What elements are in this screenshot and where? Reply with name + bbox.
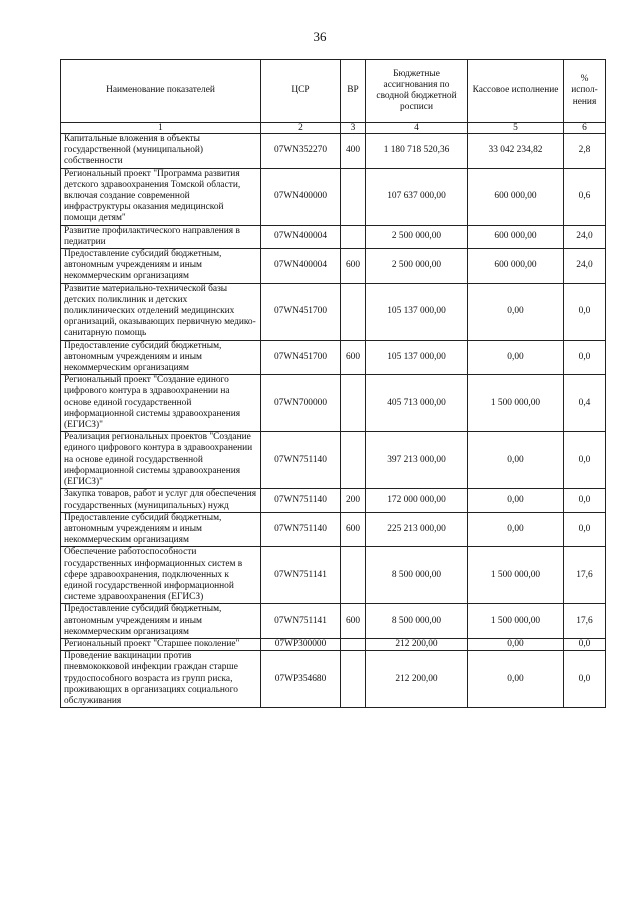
- row-vr: 400: [341, 134, 366, 169]
- table-row: [61, 512, 606, 547]
- row-csr: 07WP354680: [261, 651, 341, 708]
- table-row: [61, 638, 606, 650]
- row-vr: [341, 225, 366, 248]
- row-percent: 24,0: [564, 249, 606, 284]
- table-row: [61, 225, 606, 248]
- column-number-row: [61, 123, 606, 134]
- row-csr: 07WN751140: [261, 432, 341, 489]
- row-name: Развитие материально-технической базы детских поликлиник и детских поликлинических отделений медицинских организаций, оказывающих первичную медико-санитарную помощь: [61, 283, 261, 340]
- row-name: Обеспечение работоспособности государственных информационных систем в сфере здравоохранения, подключенных к единой государственной информационной системе здравоохранения (ЕГИСЗ): [61, 547, 261, 604]
- row-amount: 405 713 000,00: [366, 375, 468, 432]
- row-percent: 0,6: [564, 168, 606, 225]
- column-number: 1: [61, 123, 261, 134]
- table-row: [61, 489, 606, 512]
- row-name: Региональный проект "Создание единого цифрового контура в здравоохранении на основе единой государственной информационной системы здравоохранения (ЕГИСЗ)": [61, 375, 261, 432]
- row-executed: 0,00: [468, 651, 564, 708]
- table-row: [61, 651, 606, 708]
- column-number: 2: [261, 123, 341, 134]
- row-amount: 1 180 718 520,36: [366, 134, 468, 169]
- row-vr: 600: [341, 340, 366, 375]
- row-name: Развитие профилактического направления в педиатрии: [61, 225, 261, 248]
- row-percent: 0,0: [564, 651, 606, 708]
- table-row: [61, 375, 606, 432]
- row-name: Реализация региональных проектов "Создание единого цифрового контура в здравоохранении на основе единой государственной информационной системы здравоохранения (ЕГИСЗ)": [61, 432, 261, 489]
- row-vr: 200: [341, 489, 366, 512]
- page-number: 36: [313, 29, 327, 44]
- row-vr: 600: [341, 604, 366, 639]
- row-name: Капитальные вложения в объекты государственной (муниципальной) собственности: [61, 134, 261, 169]
- header-name: Наименование показателей: [61, 60, 261, 123]
- row-name: Региональный проект "Программа развития детского здравоохранения Томской области, включая создание современной инфраструктуры оказания медицинской помощи детям": [61, 168, 261, 225]
- row-vr: [341, 283, 366, 340]
- row-percent: 17,6: [564, 604, 606, 639]
- table-row: [61, 340, 606, 375]
- header-assignments: Бюджетные ассигнования по сводной бюджетной росписи: [366, 60, 468, 123]
- row-percent: 17,6: [564, 547, 606, 604]
- row-amount: 212 200,00: [366, 651, 468, 708]
- row-executed: 33 042 234,82: [468, 134, 564, 169]
- row-csr: 07WN400000: [261, 168, 341, 225]
- row-csr: 07WN451700: [261, 340, 341, 375]
- row-executed: 1 500 000,00: [468, 547, 564, 604]
- row-name: Предоставление субсидий бюджетным, автономным учреждениям и иным некоммерческим организациям: [61, 249, 261, 284]
- row-amount: 225 213 000,00: [366, 512, 468, 547]
- row-executed: 1 500 000,00: [468, 375, 564, 432]
- column-number: 6: [564, 123, 606, 134]
- row-percent: 0,0: [564, 638, 606, 650]
- row-percent: 0,4: [564, 375, 606, 432]
- row-csr: 07WN700000: [261, 375, 341, 432]
- row-name: Проведение вакцинации против пневмококковой инфекции граждан старше трудоспособного возраста из групп риска, проживающих в организациях социального обслуживания: [61, 651, 261, 708]
- row-percent: 24,0: [564, 225, 606, 248]
- row-vr: [341, 547, 366, 604]
- row-vr: [341, 638, 366, 650]
- row-percent: 0,0: [564, 283, 606, 340]
- row-percent: 0,0: [564, 512, 606, 547]
- row-percent: 0,0: [564, 432, 606, 489]
- row-amount: 8 500 000,00: [366, 547, 468, 604]
- header-cash-execution: Кассовое исполнение: [468, 60, 564, 123]
- header-vr: ВР: [341, 60, 366, 123]
- row-name: Закупка товаров, работ и услуг для обеспечения государственных (муниципальных) нужд: [61, 489, 261, 512]
- row-amount: 107 637 000,00: [366, 168, 468, 225]
- row-vr: [341, 432, 366, 489]
- header-percent: % испол-нения: [564, 60, 606, 123]
- table-row: [61, 249, 606, 284]
- row-csr: 07WN751140: [261, 489, 341, 512]
- row-percent: 2,8: [564, 134, 606, 169]
- row-name: Региональный проект "Старшее поколение": [61, 638, 261, 650]
- row-csr: 07WN451700: [261, 283, 341, 340]
- row-csr: 07WN400004: [261, 225, 341, 248]
- header-row: [61, 60, 606, 123]
- row-name: Предоставление субсидий бюджетным, автономным учреждениям и иным некоммерческим организациям: [61, 604, 261, 639]
- table-row: [61, 432, 606, 489]
- row-percent: 0,0: [564, 340, 606, 375]
- row-amount: 172 000 000,00: [366, 489, 468, 512]
- row-percent: 0,0: [564, 489, 606, 512]
- row-executed: 600 000,00: [468, 168, 564, 225]
- budget-table: [60, 59, 606, 708]
- header-csr: ЦСР: [261, 60, 341, 123]
- column-number: 5: [468, 123, 564, 134]
- row-vr: [341, 168, 366, 225]
- table-row: [61, 604, 606, 639]
- row-executed: 0,00: [468, 340, 564, 375]
- row-executed: 0,00: [468, 432, 564, 489]
- row-csr: 07WN751141: [261, 604, 341, 639]
- row-executed: 0,00: [468, 638, 564, 650]
- column-number: 3: [341, 123, 366, 134]
- row-csr: 07WN751141: [261, 547, 341, 604]
- row-executed: 1 500 000,00: [468, 604, 564, 639]
- row-amount: 8 500 000,00: [366, 604, 468, 639]
- row-amount: 397 213 000,00: [366, 432, 468, 489]
- row-csr: 07WN352270: [261, 134, 341, 169]
- row-csr: 07WN400004: [261, 249, 341, 284]
- row-amount: 2 500 000,00: [366, 225, 468, 248]
- table-row: [61, 547, 606, 604]
- row-amount: 2 500 000,00: [366, 249, 468, 284]
- row-executed: 0,00: [468, 489, 564, 512]
- row-executed: 600 000,00: [468, 249, 564, 284]
- column-number: 4: [366, 123, 468, 134]
- row-executed: 0,00: [468, 283, 564, 340]
- row-vr: [341, 651, 366, 708]
- row-csr: 07WP300000: [261, 638, 341, 650]
- row-amount: 105 137 000,00: [366, 340, 468, 375]
- row-amount: 212 200,00: [366, 638, 468, 650]
- row-vr: 600: [341, 512, 366, 547]
- row-name: Предоставление субсидий бюджетным, автономным учреждениям и иным некоммерческим организациям: [61, 512, 261, 547]
- row-vr: 600: [341, 249, 366, 284]
- row-csr: 07WN751140: [261, 512, 341, 547]
- row-name: Предоставление субсидий бюджетным, автономным учреждениям и иным некоммерческим организациям: [61, 340, 261, 375]
- row-amount: 105 137 000,00: [366, 283, 468, 340]
- row-executed: 600 000,00: [468, 225, 564, 248]
- table-row: [61, 283, 606, 340]
- table-row: [61, 168, 606, 225]
- table-row: [61, 134, 606, 169]
- row-executed: 0,00: [468, 512, 564, 547]
- row-vr: [341, 375, 366, 432]
